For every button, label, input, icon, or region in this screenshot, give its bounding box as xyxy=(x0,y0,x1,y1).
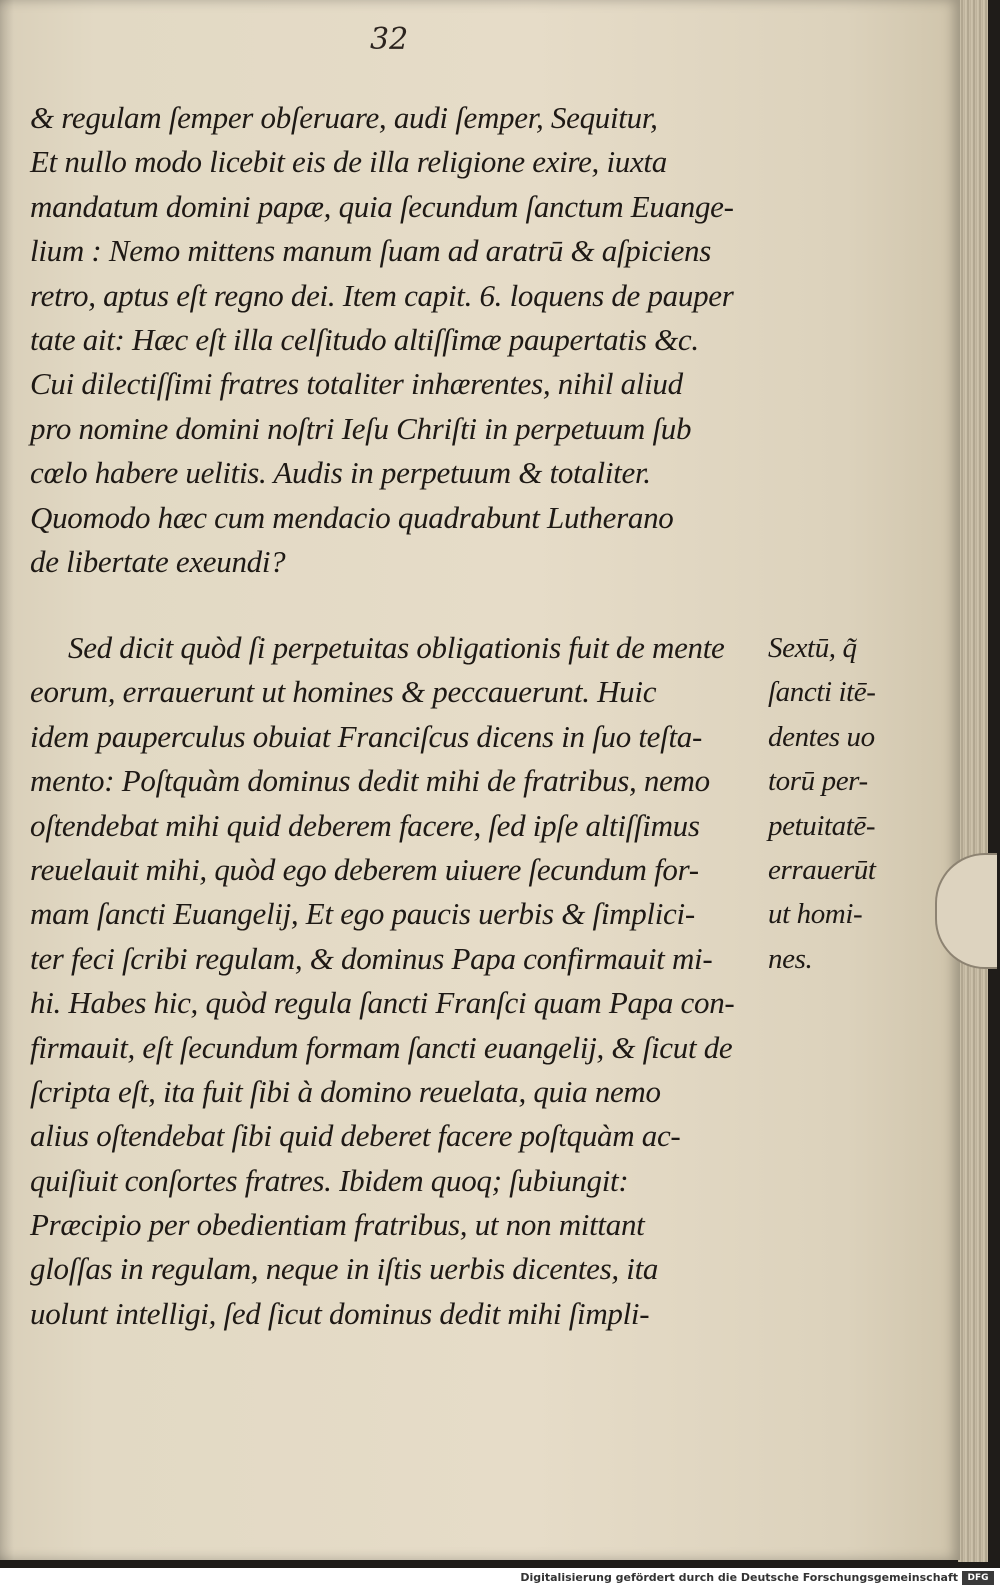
text-line: lium : Nemo mittens manum ſuam ad aratrū & aſpiciens xyxy=(30,233,712,269)
text-line: quiſiuit conſortes fratres. Ibidem quoq; ſubiungit: xyxy=(30,1162,629,1198)
text-line: & regulam ſemper obſeruare, audi ſemper, Sequitur, xyxy=(30,100,658,135)
marginal-line: Sextū, q̃ xyxy=(768,632,857,664)
text-line: Cui dilectiſſimi fratres totaliter inhærentes, nihil aliud xyxy=(30,366,683,402)
text-line: uolunt intelligi, ſed ſicut dominus dedit mihi ſimpli- xyxy=(30,1295,650,1331)
text-line: mam ſancti Euangelij, Et ego paucis uerbis & ſimplici- xyxy=(30,896,695,932)
text-line: de libertate exeundi? xyxy=(30,543,286,579)
text-line: mento: Poſtquàm dominus dedit mihi de fratribus, nemo xyxy=(30,763,710,799)
text-line: Sed dicit quòd ſi perpetuitas obligationis fuit de mente xyxy=(68,630,725,665)
text-line: Et nullo modo licebit eis de illa religione exire, iuxta xyxy=(30,144,667,180)
marginal-line: dentes uo xyxy=(768,720,875,753)
text-line: oſtendebat mihi quid deberem facere, ſed ipſe altiſſimus xyxy=(30,807,700,843)
marginal-line: ſancti itē- xyxy=(768,676,876,709)
text-line: mandatum domini papæ, quia ſecundum ſanctum Euange- xyxy=(30,188,734,224)
text-line: tate ait: Hæc eſt illa celſitudo altiſſimæ paupertatis &c. xyxy=(30,321,699,357)
marginal-line: errauerūt xyxy=(768,853,876,886)
text-line: reuelauit mihi, quòd ego deberem uiuere ſecundum for- xyxy=(30,851,699,887)
marginal-line: petuitatē- xyxy=(768,809,876,842)
spine-shadow xyxy=(0,0,14,1560)
paragraph-2 xyxy=(30,626,770,1336)
text-line: pro nomine domini noſtri Ieſu Chriſti in perpetuum ſub xyxy=(30,410,692,446)
marginal-note xyxy=(768,626,918,981)
text-line: retro, aptus eſt regno dei. Item capit. 6. loquens de pauper xyxy=(30,277,734,313)
text-line: ſcripta eſt, ita fuit ſibi à domino reuelata, quia nemo xyxy=(30,1073,661,1109)
marginal-line: nes. xyxy=(768,942,813,975)
text-line: gloſſas in regulam, neque in iſtis uerbis dicentes, ita xyxy=(30,1251,659,1287)
funding-credit: Digitalisierung gefördert durch die Deutsche Forschungsgemeinschaft xyxy=(520,1571,958,1584)
text-line: firmauit, eſt ſecundum formam ſancti euangelij, & ſicut de xyxy=(30,1029,733,1065)
text-line: Quomodo hæc cum mendacio quadrabunt Lutherano xyxy=(30,499,674,535)
text-line: idem pauperculus obuiat Franciſcus dicens in ſuo teſta- xyxy=(30,718,702,754)
marginal-line: ut homi- xyxy=(768,898,863,931)
dfg-logo-icon: DFG xyxy=(962,1571,994,1585)
book-page-edges xyxy=(958,0,988,1562)
text-line: eorum, errauerunt ut homines & peccauerunt. Huic xyxy=(30,674,657,710)
text-line: ter feci ſcribi regulam, & dominus Papa confirmauit mi- xyxy=(30,940,713,976)
text-line: hi. Habes hic, quòd regula ſancti Franſci quam Papa con- xyxy=(30,985,735,1021)
folio-number: 32 xyxy=(370,22,409,57)
paragraph-1 xyxy=(30,96,770,584)
text-line: Præcipio per obedientiam fratribus, ut non mittant xyxy=(30,1207,645,1243)
footer-bar xyxy=(0,1568,1000,1590)
text-line: alius oſtendebat ſibi quid deberet facere poſtquàm ac- xyxy=(30,1118,681,1154)
text-line: cœlo habere uelitis. Audis in perpetuum & totaliter. xyxy=(30,455,651,491)
marginal-line: torū per- xyxy=(768,765,868,798)
